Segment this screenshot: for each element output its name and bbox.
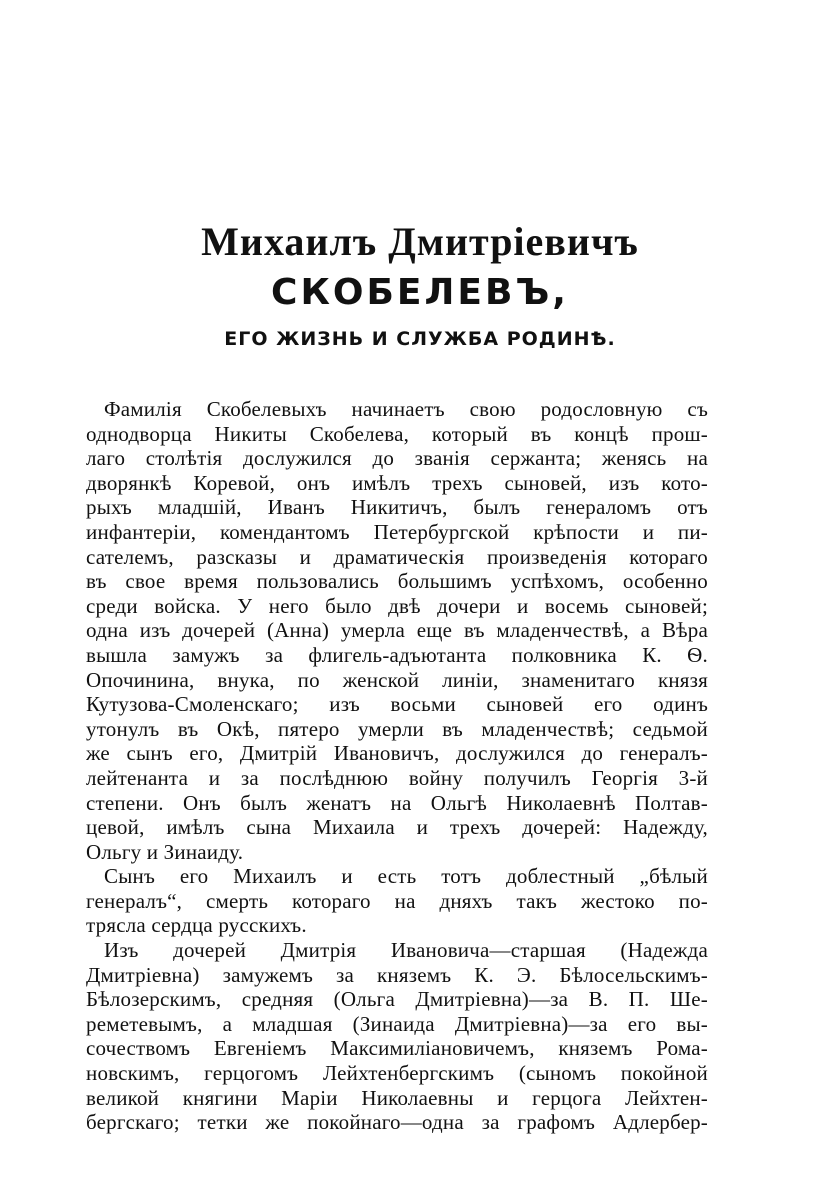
text-line: новскимъ, герцогомъ Лейхтенбергскимъ (сыномъ покойной (86, 1061, 708, 1086)
body-text (86, 397, 708, 1135)
text-line: однодворца Никиты Скобелева, который въ концѣ прош- (86, 421, 708, 446)
text-line: Ольгу и Зинаиду. (86, 839, 244, 864)
text-line: лейтенанта и за послѣднюю войну получилъ Георгія 3-й (86, 765, 708, 790)
text-line: Изъ дочерей Дмитрія Ивановича—старшая (Надежда (104, 938, 708, 963)
text-line: Дмитріевна) замужемъ за княземъ К. Э. Бѣлосельскимъ- (86, 962, 708, 987)
text-line: лаго столѣтія дослужился до званія сержанта; женясь на (86, 446, 708, 471)
text-line: среди войска. У него было двѣ дочери и восемь сыновей; (86, 593, 708, 618)
text-line: цевой, имѣлъ сына Михаила и трехъ дочерей: Надежду, (86, 815, 708, 840)
text-line: сочествомъ Евгеніемъ Максимиліановичемъ, княземъ Рома- (86, 1036, 708, 1061)
text-line: реметевымъ, а младшая (Зинаида Дмитріевна)—за его вы- (86, 1011, 708, 1036)
subtitle: ЕГО ЖИЗНЬ И СЛУЖБА РОДИНѢ. (224, 328, 616, 350)
text-line: въ свое время пользовались большимъ успѣхомъ, особенно (86, 569, 708, 594)
text-line: Фамилія Скобелевыхъ начинаетъ свою родословную съ (104, 397, 708, 421)
text-line: же сынъ его, Дмитрій Ивановичъ, дослужился до генералъ- (86, 741, 708, 766)
text-line: степени. Онъ былъ женатъ на Ольгѣ Николаевнѣ Полтав- (86, 790, 708, 815)
text-line: великой княгини Маріи Николаевны и герцога Лейхтен- (86, 1085, 708, 1110)
text-line: дворянкѣ Коревой, онъ имѣлъ трехъ сыновей, изъ кото- (86, 470, 708, 495)
text-line: рыхъ младшій, Иванъ Никитичъ, былъ генераломъ отъ (86, 495, 708, 520)
title-surname: СКОБЕЛЕВЪ, (271, 272, 569, 313)
text-line: Опочинина, внука, по женской линіи, знаменитаго князя (86, 667, 708, 692)
text-line: вышла замужъ за флигель-адъютанта полковника К. Ѳ. (86, 642, 708, 667)
text-line: сателемъ, разсказы и драматическія произведенія котораго (86, 544, 708, 569)
text-line: генералъ“, смерть котораго на дняхъ такъ жестоко по- (86, 888, 708, 913)
text-line: бергскаго; тетки же покойнаго—одна за графомъ Адлербер- (86, 1110, 708, 1135)
title-name: Михаилъ Дмитріевичъ (201, 219, 639, 264)
text-line: инфантеріи, комендантомъ Петербургской крѣпости и пи- (86, 519, 708, 544)
text-line: трясла сердца русскихъ. (86, 913, 307, 938)
text-line: Сынъ его Михаилъ и есть тотъ доблестный „бѣлый (104, 864, 708, 889)
text-line: утонулъ въ Окѣ, пятеро умерли въ младенчествѣ; седьмой (86, 716, 708, 741)
text-line: одна изъ дочерей (Анна) умерла еще въ младенчествѣ, а Вѣра (86, 618, 708, 643)
text-line: Бѣлозерскимъ, средняя (Ольга Дмитріевна)—за В. П. Ше- (86, 987, 708, 1012)
text-line: Кутузова-Смоленскаго; изъ восьми сыновей его одинъ (86, 692, 708, 717)
